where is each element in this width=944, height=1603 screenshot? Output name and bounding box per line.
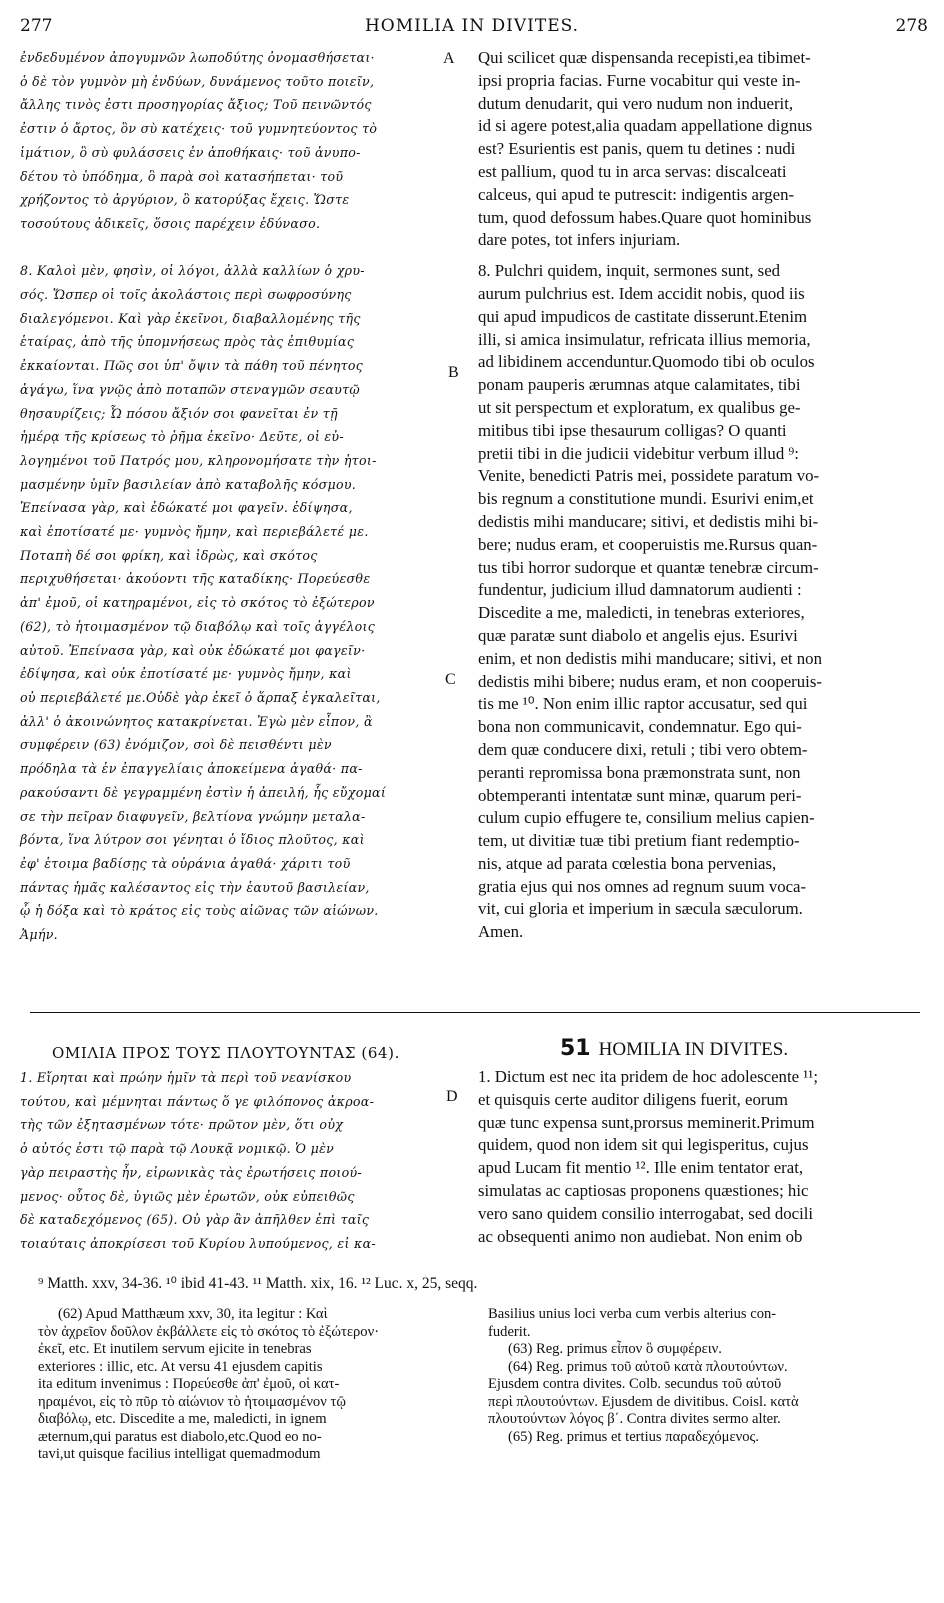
note-line: ita editum invenimus : Πορεύεσθε ἀπ' ἐμοῦ, οἱ κατ- <box>38 1376 340 1392</box>
greek-line: αὐτοῦ. Ἐπείνασα γὰρ, καὶ οὐκ ἐδώκατέ μοι φαγεῖν· <box>20 642 366 658</box>
greek-line: ὁ δὲ τὸν γυμνὸν μὴ ἐνδύων, δυνάμενος τοῦτο ποιεῖν, <box>20 73 375 89</box>
greek-line: ἀπ' ἐμοῦ, οἱ κατηραμένοι, εἰς τὸ σκότος τὸ ἐξώτερον <box>20 595 375 611</box>
latin-line: enim, et non dedistis mihi manducare; sitivi, et non <box>478 648 822 668</box>
latin-line: Venite, benedicti Patris mei, possidete paratum vo- <box>478 466 820 486</box>
margin-mark-b: B <box>448 364 459 381</box>
greek-line: περιχυθήσεται· ἀκούοντι τῆς καταδίκης· Πορεύεσθε <box>20 571 371 587</box>
latin-line: est pallium, quod tu in arca servas: discalceati <box>478 161 787 181</box>
latin-line: illi, si amica insimulatur, refricata illius memoria, <box>478 329 811 349</box>
note-line: ἐκεῖ, etc. Et inutilem servum ejicite in tenebras <box>38 1341 312 1357</box>
latin-line: dare potes, tot infers injuriam. <box>478 230 681 250</box>
greek-homily-title: ΟΜΙΛΙΑ ΠΡΟΣ ΤΟΥΣ ΠΛΟΥΤΟΥΝΤΑΣ (64). <box>52 1044 400 1062</box>
latin-line: ut sit perspectum et exploratum, ex qualibus ge- <box>478 397 801 417</box>
greek-line: ἐστιν ὁ ἄρτος, ὃν σὺ κατέχεις· τοῦ γυμνητεύοντος τὸ <box>20 121 378 137</box>
note-line: (62) Apud Matthæum xxv, 30, ita legitur : Καὶ <box>58 1306 328 1322</box>
homily-number: 51 <box>560 1036 591 1061</box>
latin-line: 1. Dictum est nec ita pridem de hoc adolescente ¹¹; <box>478 1067 818 1086</box>
greek-line: (62), τὸ ἡτοιμασμένον τῷ διαβόλῳ καὶ τοῖς ἀγγέλοις <box>20 618 376 634</box>
note-line: Basilius unius loci verba cum verbis alterius con- <box>488 1306 777 1322</box>
note-line: tavi,ut quisque facilius intelligat quemadmodum <box>38 1446 321 1462</box>
note-line: πλουτούντων λόγος β΄. Contra divites sermo alter. <box>488 1411 781 1427</box>
latin-column-second <box>478 1066 930 1248</box>
greek-line: χρήζοντος τὸ ἀργύριον, ὃ κατορύξας ἔχεις. Ὥστε <box>20 192 350 208</box>
greek-line: συμφέρειν (63) ἐνόμιζον, σοὶ δὲ πεισθέντι μὲν <box>20 737 332 753</box>
latin-line: gratia ejus qui nos omnes ad regnum suum voca- <box>478 876 807 896</box>
greek-line: ἐκκαίονται. Πῶς σοι ὑπ' ὄψιν τὰ πάθη τοῦ πένητος <box>20 358 364 374</box>
note-line: τὸν ἀχρεῖον δοῦλον ἐκβάλλετε εἰς τὸ σκότος τὸ ἐξώτερον· <box>38 1323 380 1340</box>
greek-line: ἀγάγω, ἵνα γνῷς ἀπὸ ποταπῶν στεναγμῶν σεαυτῷ <box>20 381 360 397</box>
latin-line: ipsi propria facias. Furne vocabitur qui veste in- <box>478 70 801 90</box>
latin-line: 8. Pulchri quidem, inquit, sermones sunt, sed <box>478 261 781 281</box>
latin-line: est? Esurientis est panis, quem tu detines : nudi <box>478 139 796 159</box>
latin-line: nis, atque ad parata cœlestia bona pervenias, <box>478 853 777 873</box>
latin-line: dutum denudarit, qui vero nudum non induerit, <box>478 93 794 113</box>
latin-line: vero sano quidem consilio interrogabat, sed docili <box>478 1203 814 1223</box>
latin-line: apud Lucam fit mentio ¹². Ille enim tentator erat, <box>478 1158 804 1178</box>
latin-line: pretii tibi in die judicii videbitur verbum illud ⁹: <box>478 443 799 463</box>
greek-line: τούτου, καὶ μέμνηται πάντως ὅ γε φιλόπονος ἀκροα- <box>20 1093 375 1109</box>
latin-line: Qui scilicet quæ dispensanda recepisti,ea tibimet- <box>478 48 811 67</box>
latin-line: fundentur, judicium illud damnatorum audienti : <box>478 580 802 600</box>
greek-line: Ἐπείνασα γὰρ, καὶ ἐδώκατέ μοι φαγεῖν. ἐδίψησα, <box>20 500 353 516</box>
latin-line: vit, cui gloria et imperium in sæcula sæculorum. <box>478 899 803 919</box>
margin-mark-a: A <box>443 50 455 67</box>
latin-line: bis regnum a constitutione mundi. Esurivi enim,et <box>478 489 814 509</box>
greek-line: ἐνδεδυμένον ἀπογυμνῶν λωποδύτης ὀνομασθήσεται· <box>20 50 375 65</box>
greek-line: ρακούσαντι δὲ γεγραμμένη ἐστὶν ἡ ἀπειλή, ἧς εὔχομαί <box>20 784 387 800</box>
note-line: fuderit. <box>488 1323 531 1340</box>
greek-column-second <box>20 1066 452 1256</box>
latin-line: Discedite a me, maledicti, in tenebras exteriores, <box>478 603 805 623</box>
note-line: (65) Reg. primus et tertius παραδεχόμενος. <box>508 1428 759 1445</box>
latin-line: tus tibi horror sudorque et quantæ tenebræ circum- <box>478 557 819 577</box>
latin-line: quidem, quod non idem sit qui legisperitus, cujus <box>478 1135 809 1155</box>
greek-column-top <box>20 46 452 947</box>
latin-line: Amen. <box>478 922 524 942</box>
greek-line: λογημένοι τοῦ Πατρός μου, κληρονομήσατε τὴν ἡτοι- <box>20 452 377 468</box>
greek-line <box>20 236 452 260</box>
latin-line: ad libidinem accenduntur.Quomodo tibi ob oculos <box>478 352 815 372</box>
greek-line: Ἀμήν. <box>20 927 58 943</box>
greek-line: ἡμέρᾳ τῆς κρίσεως τὸ ῥῆμα ἐκεῖνο· Δεῦτε, οἱ εὐ- <box>20 429 344 445</box>
latin-line: peranti repromissa bona præmonstrata sunt, non <box>478 762 801 782</box>
note-line: æternum,qui paratus est diabolo,etc.Quod eo no- <box>38 1428 322 1445</box>
greek-line: πάντας ἡμᾶς καλέσαντος εἰς τὴν ἑαυτοῦ βασιλείαν, <box>20 879 370 895</box>
latin-line: quæ tunc expensa sunt,prorsus meminerit.Primum <box>478 1112 815 1132</box>
latin-line: dedistis mihi bibere; nudus eram, et non cooperuis- <box>478 671 822 691</box>
greek-line: δὲ καταδεχόμενος (65). Οὐ γὰρ ἂν ἀπῆλθεν ἐπὶ ταῖς <box>20 1212 370 1228</box>
note-line: ηραμένοι, εἰς τὸ πῦρ τὸ αἰώνιον τὸ ἡτοιμασμένον τῷ <box>38 1393 346 1410</box>
latin-line: tem, ut divitiæ tuæ tibi pretium fiant redemptio- <box>478 831 800 851</box>
latin-line: culum cupio effugere te, consilium melius capien- <box>478 808 815 828</box>
note-line: Ejusdem contra divites. Colb. secundus τοῦ αὐτοῦ <box>488 1376 782 1392</box>
latin-line: ac obsequenti animo non audiebat. Non enim ob <box>478 1226 803 1246</box>
note-line: περὶ πλουτούντων. Ejusdem de divitibus. Coisl. κατὰ <box>488 1393 799 1410</box>
note-line: διαβόλῳ, etc. Discedite a me, maledicti, in ignem <box>38 1411 327 1427</box>
latin-line: et quisquis certe auditor diligens fuerit, eorum <box>478 1089 788 1109</box>
latin-line: id si agere potest,alia quadam appellatione dignus <box>478 116 813 136</box>
greek-line: γὰρ πειραστὴς ἦν, εἰρωνικὰς τὰς ἐρωτήσεις ποιού- <box>20 1164 362 1180</box>
latin-line: dem quæ conducere dixi, retuli ; tibi vero obtem- <box>478 739 808 759</box>
greek-line: Ποταπὴ δέ σοι φρίκη, καὶ ἱδρὼς, καὶ σκότος <box>20 547 318 563</box>
greek-line: μενος· οὗτος δὲ, ὑγιῶς μὲν ἐρωτῶν, οὐκ εὐπειθῶς <box>20 1188 355 1204</box>
greek-line: καὶ ἐποτίσατέ με· γυμνὸς ἤμην, καὶ περιεβάλετέ με. <box>20 524 369 540</box>
latin-line: obtemperanti intentatæ sunt minæ, quarum peri- <box>478 785 802 805</box>
note-line: (63) Reg. primus εἶπον ὃ συμφέρειν. <box>508 1341 722 1357</box>
latin-line: bona non communicavit, condemnatur. Ego qui- <box>478 717 802 737</box>
greek-line: σε τὴν πεῖραν διαφυγεῖν, βελτίονα γνώμην μεταλα- <box>20 808 366 824</box>
note-line: (64) Reg. primus τοῦ αὐτοῦ κατὰ πλουτούντων. <box>508 1358 788 1375</box>
latin-line: mitibus tibi ipse thesaurum colligas? O quanti <box>478 420 787 440</box>
greek-line: θησαυρίζεις; Ὦ πόσου ἄξιόν σοι φανεῖται ἐν τῇ <box>20 405 338 421</box>
margin-mark-d: D <box>446 1088 458 1105</box>
greek-line: δέτου τὸ ὑπόδημα, ὃ παρὰ σοὶ κατασήπεται· τοῦ <box>20 168 344 184</box>
note-line: exteriores : illic, etc. At versu 41 ejusdem capitis <box>38 1358 323 1375</box>
greek-line: ἱμάτιον, ὃ σὺ φυλάσσεις ἐν ἀποθήκαις· τοῦ ἀνυπο- <box>20 144 361 160</box>
latin-line: ponam pauperis ærumnas atque calamitates, tibi <box>478 375 801 395</box>
greek-line: μασμένην ὑμῖν βασιλείαν ἀπὸ καταβολῆς κόσμου. <box>20 476 357 492</box>
greek-line: ἄλλης τινὸς ἐστι προσηγορίας ἄξιος; Τοῦ πεινῶντός <box>20 97 372 113</box>
margin-mark-c: C <box>445 671 456 688</box>
greek-line: τοσούτους ἀδικεῖς, ὅσοις παρέχειν ἐδύνασο. <box>20 215 321 231</box>
latin-line: dedistis mihi manducare; sitivi, et dedistis mihi bi- <box>478 511 819 531</box>
greek-line: σός. Ὥσπερ οἱ τοῖς ἀκολάστοις περὶ σωφροσύνης <box>20 287 352 303</box>
page-number-right: 278 <box>895 16 928 36</box>
greek-line: ἐδίψησα, καὶ οὐκ ἐποτίσατέ με· γυμνὸς ἤμην, καὶ <box>20 666 352 682</box>
greek-line: διαλεγόμενοι. Καὶ γὰρ ἐκεῖνοι, διαβαλλομένης τῆς <box>20 310 361 326</box>
latin-line: aurum pulchrius est. Idem accidit nobis, quod iis <box>478 283 805 303</box>
greek-line: βόντα, ἵνα λύτρον σοι γένηται ὁ ἴδιος πλοῦτος, καὶ <box>20 832 365 848</box>
greek-line: ἀλλ' ὁ ἀκοινώνητος κατακρίνεται. Ἐγὼ μὲν εἶπον, ἃ <box>20 713 373 729</box>
greek-line: πρόδηλα τὰ ἐν ἐπαγγελίαις ἀποκείμενα ἀγαθά· πα- <box>20 761 363 777</box>
latin-line: simulatas ac captiosas proponens quæstiones; hic <box>478 1180 809 1200</box>
latin-line: tum, quod defossum habes.Quare quot hominibus <box>478 207 812 227</box>
latin-line: bere; nudus eram, et cooperuistis me.Rursus quan- <box>478 534 818 554</box>
greek-line: τὴς τῶν ἐξητασμένων τότε· πρῶτον μὲν, ὅτι οὐχ <box>20 1117 344 1133</box>
section-divider <box>30 1012 920 1013</box>
greek-line: 8. Καλοὶ μὲν, φησὶν, οἱ λόγοι, ἀλλὰ καλλίων ὁ χρυ- <box>20 263 365 279</box>
latin-line: tis me ¹⁰. Non enim illic raptor accusatur, sed qui <box>478 694 808 714</box>
notes-left <box>38 1306 458 1464</box>
latin-homily-title-text: HOMILIA IN DIVITES. <box>598 1039 789 1060</box>
greek-line: 1. Εἴρηται καὶ πρώην ἡμῖν τὰ περὶ τοῦ νεανίσκου <box>20 1070 352 1085</box>
greek-line: οὐ περιεβάλετέ με.Οὐδὲ γὰρ ἐκεῖ ὁ ἅρπαξ ἐγκαλεῖται, <box>20 689 381 705</box>
running-title: HOMILIA IN DIVITES. <box>364 16 580 36</box>
running-header <box>0 10 944 36</box>
latin-line: qui apud impudicos de castitate disserunt.Etenim <box>478 306 808 326</box>
greek-line: ἐφ' ἑτοιμα βαδίσῃς τὰ οὐράνια ἀγαθά· χάριτι τοῦ <box>20 855 351 871</box>
greek-line: τοιαύταις ἀποκρίσεσι τοῦ Κυρίου λυπούμενος, εἰ κα- <box>20 1235 376 1251</box>
latin-line: quæ paratæ sunt diabolo et angelis ejus. Esurivi <box>478 625 798 645</box>
greek-line: ἑταίρας, ἀπὸ τῆς ὑπομνήσεως πρὸς τὰς ἐπιθυμίας <box>20 334 355 350</box>
greek-line: ὁ αὐτός ἐστι τῷ παρὰ τῷ Λουκᾷ νομικῷ. Ὁ μὲν <box>20 1141 335 1157</box>
latin-homily-title <box>560 1036 788 1061</box>
page-number-left: 277 <box>20 16 53 36</box>
latin-line: calceus, qui apud te putrescit: indigentis argen- <box>478 184 795 204</box>
greek-line: ᾧ ἡ δόξα καὶ τὸ κράτος εἰς τοὺς αἰῶνας τῶν αἰώνων. <box>20 903 379 919</box>
footnote-references: ⁹ Matth. xxv, 34-36. ¹⁰ ibid 41-43. ¹¹ Matth. xix, 16. ¹² Luc. x, 25, seqq. <box>38 1275 478 1292</box>
notes-right <box>488 1306 928 1446</box>
latin-column-top <box>478 47 930 944</box>
